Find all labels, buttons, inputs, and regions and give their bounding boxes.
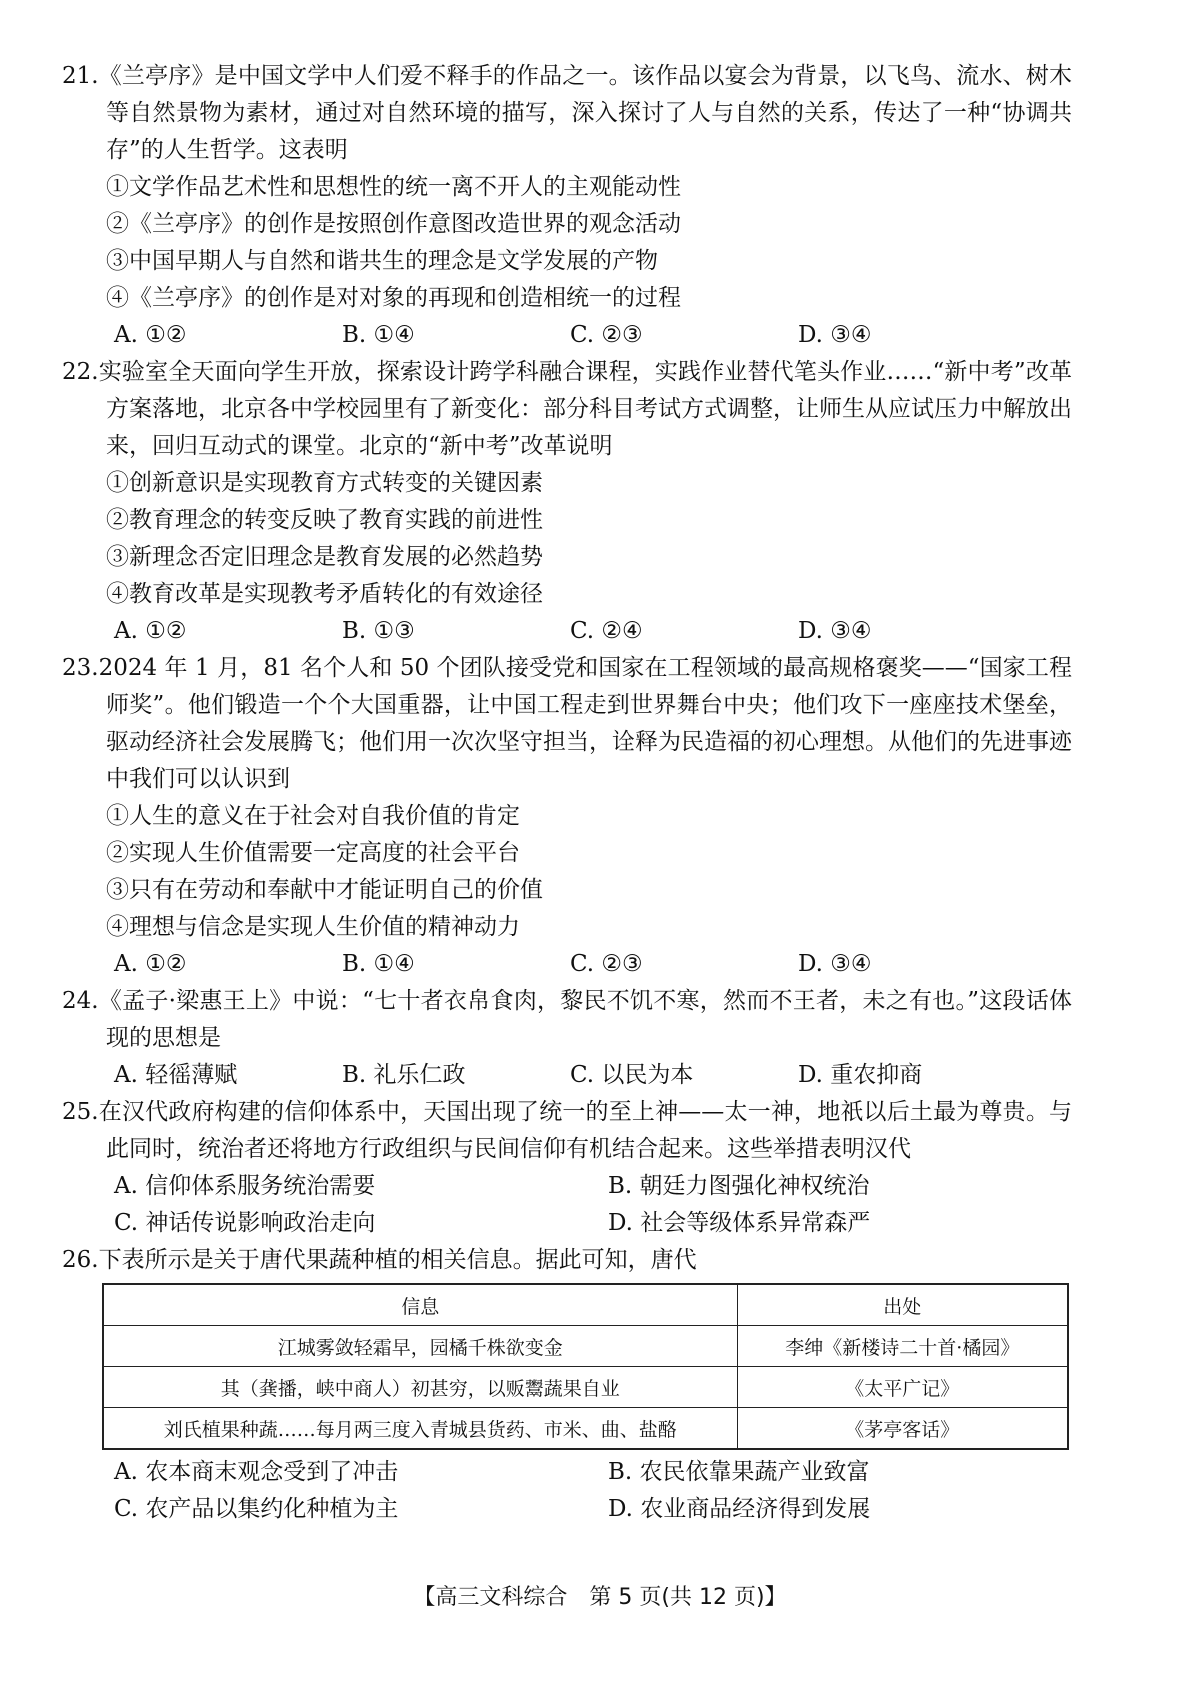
table-cell-info: 江城雾敛轻霜早，园橘千株欲变金 (103, 1326, 737, 1367)
question-number: 25. (62, 1099, 99, 1125)
statement-2: ②实现人生价值需要一定高度的社会平台 (106, 840, 520, 866)
option-c: C. ②③ (570, 322, 643, 348)
option-a: A. 信仰体系服务统治需要 (114, 1173, 376, 1199)
page-footer: 【高三文科综合 第 5 页(共 12 页)】 (413, 1585, 787, 1610)
question-21 (62, 58, 1072, 354)
option-b: B. ①④ (342, 322, 415, 348)
table-header-row (103, 1284, 1068, 1326)
option-d: D. ③④ (798, 951, 872, 977)
question-text: 2024 年 1 月，81 名个人和 50 个团队接受党和国家在工程领域的最高规格褒奖——“国家工程师奖”。他们锻造一个个大国重器，让中国工程走到世界舞台中央；他们攻下一座座技术堡垒，驱动经济社会发展腾飞；他们用一次次坚守担当，诠释为民造福的初心理想。从他们的先进事迹中我们可以认识到 (98, 655, 1072, 792)
option-a: A. 农本商末观念受到了冲击 (114, 1459, 399, 1485)
statement-4: ④《兰亭序》的创作是对对象的再现和创造相统一的过程 (106, 285, 681, 311)
question-stem (62, 354, 1072, 465)
answer-options (62, 317, 1072, 354)
exam-page (62, 58, 1072, 1528)
option-a: A. ①② (114, 618, 187, 644)
statement-2: ②《兰亭序》的创作是按照创作意图改造世界的观念活动 (106, 211, 681, 237)
statement-3: ③只有在劳动和奉献中才能证明自己的价值 (106, 877, 543, 903)
statement-4: ④教育改革是实现教考矛盾转化的有效途径 (106, 581, 543, 607)
option-d: D. 社会等级体系异常森严 (608, 1210, 871, 1236)
statement-1: ①人生的意义在于社会对自我价值的肯定 (106, 803, 520, 829)
answer-options (62, 1057, 1072, 1094)
option-b: B. 礼乐仁政 (342, 1062, 466, 1088)
question-number: 26. (62, 1247, 99, 1273)
table-cell-source: 《太平广记》 (737, 1367, 1068, 1408)
question-text: 实验室全天面向学生开放，探索设计跨学科融合课程，实践作业替代笔头作业……“新中考”改革方案落地，北京各中学校园里有了新变化：部分科目考试方式调整，让师生从应试压力中解放出来，回归互动式的课堂。北京的“新中考”改革说明 (98, 359, 1072, 459)
option-a: A. ①② (114, 951, 187, 977)
question-stem (62, 983, 1072, 1057)
table-cell-info: 刘氏植果种蔬……每月两三度入青城县货药、市米、曲、盐酪 (103, 1408, 737, 1450)
option-c: C. 神话传说影响政治走向 (114, 1210, 376, 1236)
option-b: B. ①③ (342, 618, 415, 644)
table-row (103, 1408, 1068, 1450)
statement-4: ④理想与信念是实现人生价值的精神动力 (106, 914, 520, 940)
option-d: D. ③④ (798, 322, 872, 348)
question-stem (62, 1242, 1072, 1279)
statement-2: ②教育理念的转变反映了教育实践的前进性 (106, 507, 543, 533)
table-header-info: 信息 (103, 1284, 737, 1326)
option-a: A. 轻徭薄赋 (114, 1062, 238, 1088)
option-b: B. 朝廷力图强化神权统治 (608, 1173, 870, 1199)
answer-options (62, 613, 1072, 650)
table-header-source: 出处 (737, 1284, 1068, 1326)
question-26 (62, 1242, 1072, 1528)
question-stem (62, 58, 1072, 169)
question-text: 在汉代政府构建的信仰体系中，天国出现了统一的至上神——太一神，地祇以后土最为尊贵。与此同时，统治者还将地方行政组织与民间信仰有机结合起来。这些举措表明汉代 (98, 1099, 1072, 1162)
table-cell-source: 《茅亭客话》 (737, 1408, 1068, 1450)
option-c: C. ②④ (570, 618, 643, 644)
table-cell-source: 李绅《新楼诗二十首·橘园》 (737, 1326, 1068, 1367)
option-a: A. ①② (114, 322, 187, 348)
question-text: 《兰亭序》是中国文学中人们爱不释手的作品之一。该作品以宴会为背景，以飞鸟、流水、树木等自然景物为素材，通过对自然环境的描写，深入探讨了人与自然的关系，传达了一种“协调共存”的人生哲学。这表明 (98, 63, 1072, 163)
table-cell-info: 其（龚播，峡中商人）初甚穷，以贩鬻蔬果自业 (103, 1367, 737, 1408)
statement-1: ①文学作品艺术性和思想性的统一离不开人的主观能动性 (106, 174, 681, 200)
question-stem (62, 650, 1072, 798)
question-25 (62, 1094, 1072, 1242)
question-24 (62, 983, 1072, 1094)
option-d: D. ③④ (798, 618, 872, 644)
answer-options (62, 1454, 1072, 1528)
question-22 (62, 354, 1072, 650)
question-text: 下表所示是关于唐代果蔬种植的相关信息。据此可知，唐代 (98, 1247, 697, 1273)
table-row (103, 1367, 1068, 1408)
question-number: 23. (62, 655, 99, 681)
statement-1: ①创新意识是实现教育方式转变的关键因素 (106, 470, 543, 496)
statement-3: ③新理念否定旧理念是教育发展的必然趋势 (106, 544, 543, 570)
question-number: 24. (62, 988, 99, 1014)
question-text: 《孟子·梁惠王上》中说：“七十者衣帛食肉，黎民不饥不寒，然而不王者，未之有也。”这段话体现的思想是 (98, 988, 1072, 1051)
question-stem (62, 1094, 1072, 1168)
question-23 (62, 650, 1072, 983)
info-table (102, 1283, 1069, 1450)
option-d: D. 农业商品经济得到发展 (608, 1496, 871, 1522)
answer-options (62, 1168, 1072, 1242)
question-number: 22. (62, 359, 99, 385)
option-c: C. ②③ (570, 951, 643, 977)
statement-3: ③中国早期人与自然和谐共生的理念是文学发展的产物 (106, 248, 658, 274)
option-c: C. 农产品以集约化种植为主 (114, 1496, 399, 1522)
table-row (103, 1326, 1068, 1367)
answer-options (62, 946, 1072, 983)
question-number: 21. (62, 63, 99, 89)
option-b: B. ①④ (342, 951, 415, 977)
option-d: D. 重农抑商 (798, 1062, 923, 1088)
option-b: B. 农民依靠果蔬产业致富 (608, 1459, 870, 1485)
option-c: C. 以民为本 (570, 1062, 694, 1088)
